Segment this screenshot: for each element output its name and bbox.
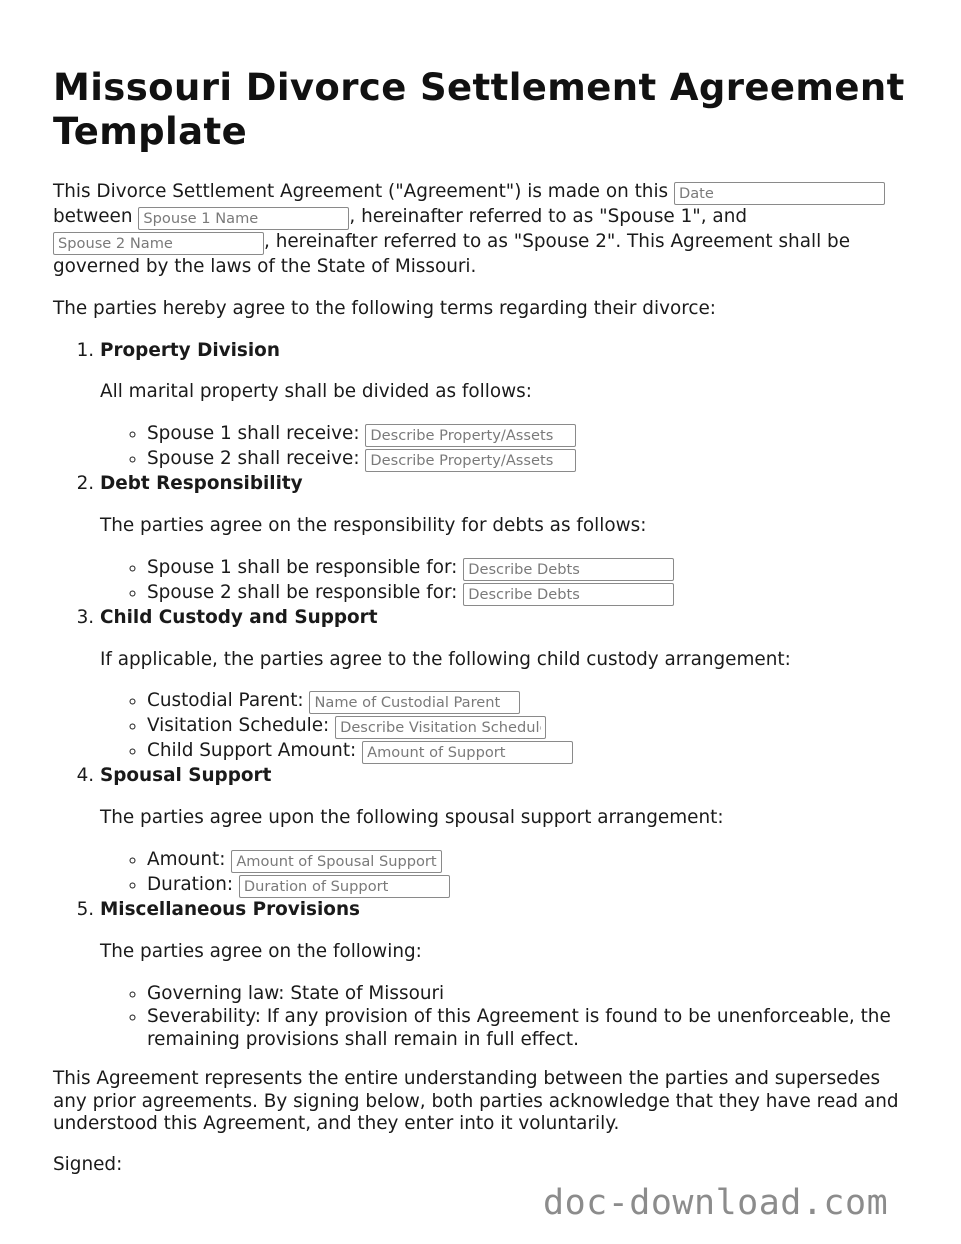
custodial-parent-input[interactable] (309, 691, 520, 714)
visitation-schedule-label: Visitation Schedule: (147, 715, 336, 737)
list-item (147, 873, 913, 898)
section-desc-spousal: The parties agree upon the following spousal support arrangement: (100, 807, 724, 829)
page-title: Missouri Divorce Settlement Agreement Template (53, 66, 905, 153)
list-item (147, 848, 913, 873)
section-heading-property: Property Division (100, 339, 280, 361)
section-desc-custody: If applicable, the parties agree to the following child custody arrangement: (100, 648, 791, 670)
intro-text-4: , hereinafter referred to as "Spouse 2". This Agreement shall be governed by the laws of the State of Missouri. (53, 231, 851, 277)
spouse-2-debts-label: Spouse 2 shall be responsible for: (147, 581, 464, 603)
list-item: ◦ Governing law: State of Missouri (147, 982, 913, 1007)
child-support-amount-label: Child Support Amount: (147, 740, 363, 762)
list-item (147, 689, 913, 714)
child-support-amount-input[interactable] (362, 741, 573, 764)
spousal-sublist (100, 848, 913, 898)
spousal-duration-label: Duration: (147, 873, 239, 895)
section-heading-debt: Debt Responsibility (100, 473, 303, 495)
section-desc-property: All marital property shall be divided as follows: (100, 381, 532, 403)
spousal-amount-label: Amount: (147, 848, 232, 870)
custody-sublist (100, 689, 913, 764)
section-heading-custody: Child Custody and Support (100, 606, 378, 628)
misc-sublist (100, 982, 913, 1052)
terms-list (53, 339, 913, 1052)
signed-label: Signed: (53, 1153, 123, 1175)
spouse-1-receive-label: Spouse 1 shall receive: (147, 423, 366, 445)
intro-text-1: This Divorce Settlement Agreement ("Agreement") is made on this (53, 181, 674, 202)
list-item (147, 581, 913, 606)
list-item (147, 422, 913, 447)
section-spousal (100, 764, 913, 898)
lead-paragraph: The parties hereby agree to the following terms regarding their divorce: (53, 297, 717, 319)
intro-paragraph (53, 180, 913, 280)
spouse-2-name-input[interactable] (53, 232, 264, 255)
visitation-schedule-input[interactable] (335, 716, 546, 739)
section-desc-debt: The parties agree on the responsibility for debts as follows: (100, 514, 647, 536)
spouse-2-receive-label: Spouse 2 shall receive: (147, 448, 366, 470)
date-input[interactable] (674, 182, 885, 205)
property-sublist (100, 422, 913, 472)
intro-text-3: , hereinafter referred to as "Spouse 1", and (349, 206, 748, 227)
list-item (147, 739, 913, 764)
section-desc-misc: The parties agree on the following: (100, 940, 422, 962)
spouse-1-debts-label: Spouse 1 shall be responsible for: (147, 556, 464, 578)
section-misc (100, 898, 913, 1051)
list-item (147, 447, 913, 472)
spousal-duration-input[interactable] (239, 875, 450, 898)
section-heading-spousal: Spousal Support (100, 765, 272, 787)
debt-sublist (100, 556, 913, 606)
section-custody (100, 606, 913, 765)
list-item: ◦ Severability: If any provision of this Agreement is found to be unenforceable, the remaining provisions shall remain in full effect. (147, 1006, 913, 1051)
watermark: doc-download.com (543, 1183, 889, 1223)
section-heading-misc: Miscellaneous Provisions (100, 898, 360, 920)
document-page (53, 66, 913, 1178)
custodial-parent-label: Custodial Parent: (147, 690, 310, 712)
spouse-1-name-input[interactable] (138, 207, 349, 230)
closing-paragraph: This Agreement represents the entire understanding between the parties and supersedes any prior agreements. By signing below, both parties acknowledge that they have read and understood this Agreement, and they enter into it voluntarily. (53, 1068, 899, 1135)
spouse-1-debts-input[interactable] (463, 558, 674, 581)
list-item (147, 714, 913, 739)
section-property (100, 339, 913, 473)
spouse-2-debts-input[interactable] (463, 583, 674, 606)
spouse-2-property-input[interactable] (365, 449, 576, 472)
list-item (147, 556, 913, 581)
spousal-amount-input[interactable] (231, 850, 442, 873)
spouse-1-property-input[interactable] (365, 424, 576, 447)
section-debt (100, 472, 913, 606)
intro-text-2: between (53, 206, 139, 227)
